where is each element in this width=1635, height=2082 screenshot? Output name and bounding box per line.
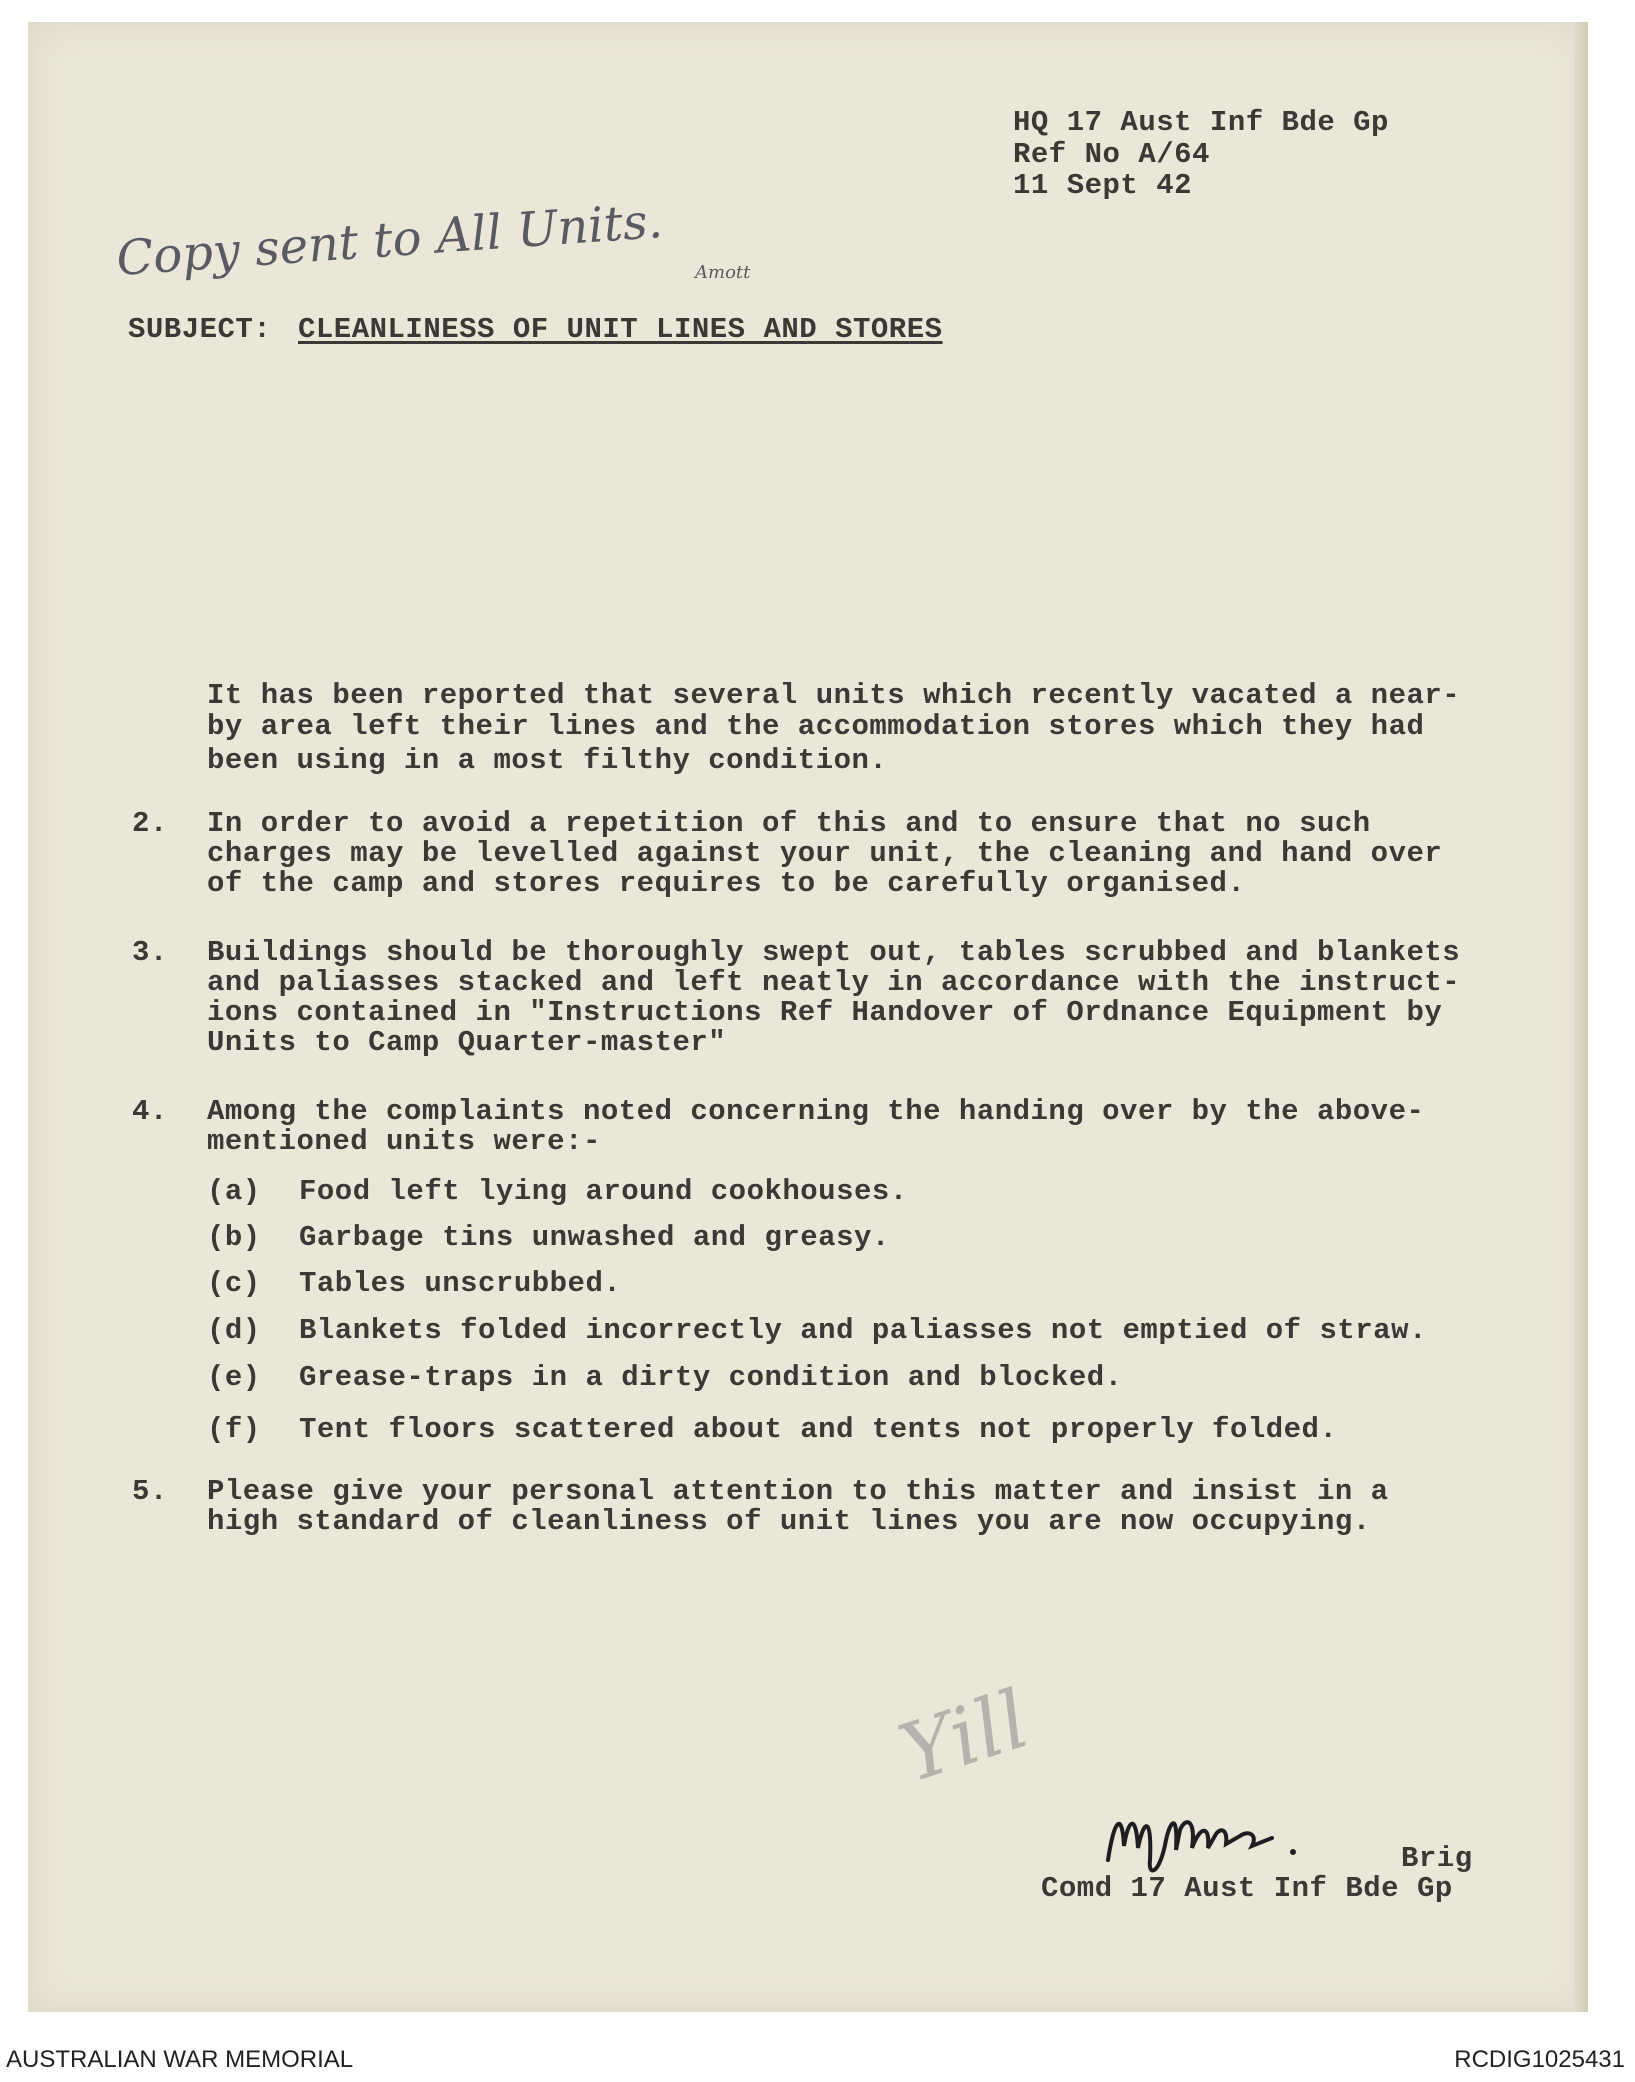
paragraph-line: Please give your personal attention to this matter and insist in a: [207, 1475, 1389, 1508]
signature-mark: [1100, 1790, 1330, 1880]
subject-title: CLEANLINESS OF UNIT LINES AND STORES: [298, 313, 943, 346]
footer-id: RCDIG1025431: [1454, 2046, 1625, 2073]
list-item: Tables unscrubbed.: [299, 1267, 622, 1300]
paragraph-line: of the camp and stores requires to be carefully organised.: [207, 867, 1246, 900]
list-item-letter: (e): [207, 1361, 261, 1394]
header-date: 11 Sept 42: [1013, 169, 1193, 202]
header-ref: Ref No A/64: [1013, 138, 1210, 171]
signature-rank: Brig: [1401, 1842, 1473, 1875]
paragraph-line: Units to Camp Quarter-master": [207, 1026, 727, 1059]
paragraph-line: Among the complaints noted concerning the handing over by the above-: [207, 1095, 1425, 1128]
paragraph-line: In order to avoid a repetition of this and to ensure that no such: [207, 807, 1371, 840]
paragraph-line: charges may be levelled against your unit, the cleaning and hand over: [207, 837, 1443, 870]
handwritten-note: Copy sent to All Units.: [114, 192, 665, 288]
list-item-letter: (d): [207, 1314, 261, 1347]
list-item: Tent floors scattered about and tents not properly folded.: [299, 1413, 1338, 1446]
paragraph-line: high standard of cleanliness of unit lines you are now occupying.: [207, 1505, 1371, 1538]
paragraph-line: ions contained in "Instructions Ref Handover of Ordnance Equipment by: [207, 996, 1443, 1029]
handwritten-annotation: Amott: [695, 262, 751, 283]
list-item: Blankets folded incorrectly and paliasses not emptied of straw.: [299, 1314, 1427, 1347]
paragraph-number: 3.: [132, 936, 168, 969]
footer-source: AUSTRALIAN WAR MEMORIAL: [6, 2046, 354, 2073]
pencil-initials: Yill: [888, 1672, 1040, 1801]
paragraph-line: It has been reported that several units which recently vacated a near-: [207, 679, 1461, 712]
list-item-letter: (f): [207, 1413, 261, 1446]
paragraph-line: mentioned units were:-: [207, 1125, 601, 1158]
paragraph-number: 5.: [132, 1475, 168, 1508]
paragraph-line: by area left their lines and the accommodation stores which they had: [207, 710, 1425, 743]
header-unit: HQ 17 Aust Inf Bde Gp: [1013, 106, 1389, 139]
paper-edge: [1574, 22, 1588, 2012]
list-item: Garbage tins unwashed and greasy.: [299, 1221, 890, 1254]
list-item: Grease-traps in a dirty condition and blocked.: [299, 1361, 1123, 1394]
list-item: Food left lying around cookhouses.: [299, 1175, 908, 1208]
paragraph-line: Buildings should be thoroughly swept out, tables scrubbed and blankets: [207, 936, 1461, 969]
list-item-letter: (b): [207, 1221, 261, 1254]
paragraph-number: 4.: [132, 1095, 168, 1128]
subject-label: SUBJECT:: [128, 313, 272, 346]
list-item-letter: (a): [207, 1175, 261, 1208]
paragraph-number: 2.: [132, 807, 168, 840]
signature-title: Comd 17 Aust Inf Bde Gp: [1041, 1872, 1453, 1905]
paragraph-line: and paliasses stacked and left neatly in accordance with the instruct-: [207, 966, 1461, 999]
paragraph-line: been using in a most filthy condition.: [207, 744, 888, 777]
signature: [1100, 1790, 1330, 1880]
list-item-letter: (c): [207, 1267, 261, 1300]
